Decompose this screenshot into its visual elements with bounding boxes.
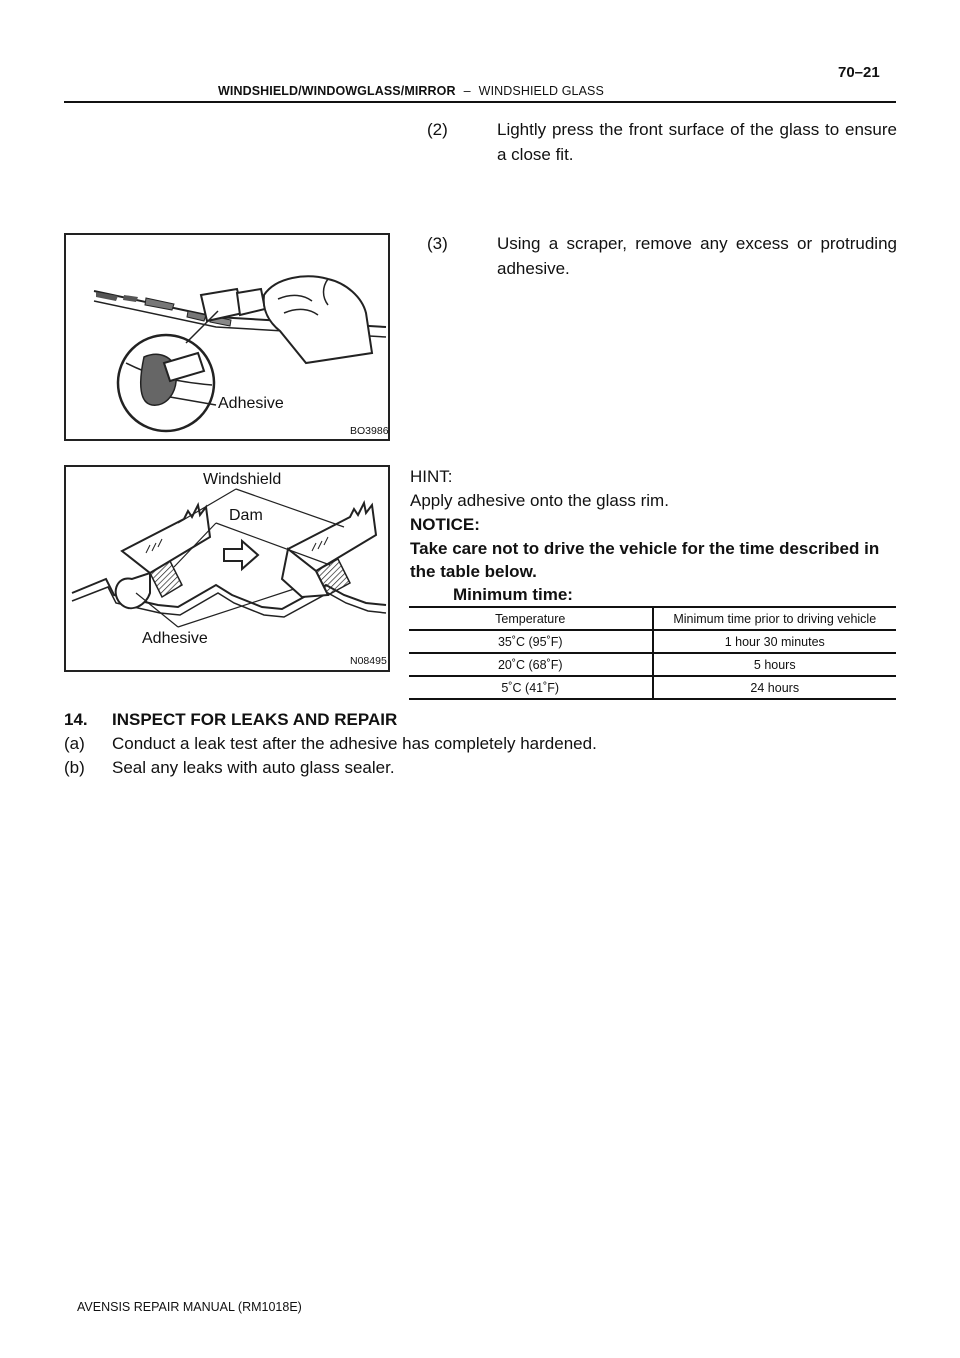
table-title: Minimum time: [453,585,573,604]
table-header-row [409,607,896,630]
table-cell-time: 24 hours [653,676,897,699]
figure2-windshield-label: Windshield [203,471,282,488]
page-footer: AVENSIS REPAIR MANUAL (RM1018E) [77,1300,302,1314]
minimum-time-table [409,606,896,700]
table-row [409,630,896,653]
step-3-text: Using a scraper, remove any excess or protruding adhesive. [497,234,897,278]
header-subsection: WINDSHIELD GLASS [478,84,604,98]
figure2-code: N08495 [350,655,387,667]
section-14-number: 14. [64,710,88,729]
notice-text-line2: the table below. [410,562,537,581]
hint-text: Apply adhesive onto the glass rim. [410,491,669,510]
item-b-number: (b) [64,758,85,777]
header-separator: – [463,84,471,98]
figure1-adhesive-label: Adhesive [218,395,284,412]
step-2-text: Lightly press the front surface of the glass to ensure a close fit. [497,120,897,164]
notice-text-line1: Take care not to drive the vehicle for the time described in [410,539,880,558]
step-2 [427,117,897,167]
page-number: 70–21 [838,64,880,81]
table-cell-temperature: 5˚C (41˚F) [409,676,653,699]
hint-label: HINT: [410,467,453,486]
section-14-item-a [64,731,597,756]
table-row [409,676,896,699]
step-3-number: (3) [427,234,448,253]
adhesive-dam-illustration [66,467,388,670]
figure1-code: BO3986 [350,425,389,437]
section-14-heading [64,707,397,732]
figure2-adhesive-label: Adhesive [142,630,208,647]
item-a-text: Conduct a leak test after the adhesive has completely hardened. [112,734,597,753]
table-cell-temperature: 20˚C (68˚F) [409,653,653,676]
table-row [409,653,896,676]
table-cell-time: 1 hour 30 minutes [653,630,897,653]
step-2-number: (2) [427,120,448,139]
notice-label: NOTICE: [410,515,480,534]
step-3 [427,231,897,281]
header-divider [64,101,896,103]
figure2-dam-label: Dam [229,507,263,524]
figure-scraper-illustration [64,233,390,441]
item-b-text: Seal any leaks with auto glass sealer. [112,758,395,777]
table-header-minimum-time: Minimum time prior to driving vehicle [653,607,897,630]
page-header [218,84,604,98]
item-a-number: (a) [64,734,85,753]
table-cell-time: 5 hours [653,653,897,676]
figure-adhesive-dam-illustration [64,465,390,672]
header-section: WINDSHIELD/WINDOWGLASS/MIRROR [218,84,456,98]
table-cell-temperature: 35˚C (95˚F) [409,630,653,653]
table-header-temperature: Temperature [409,607,653,630]
section-14-item-b [64,755,395,780]
section-14-title: INSPECT FOR LEAKS AND REPAIR [112,710,398,729]
